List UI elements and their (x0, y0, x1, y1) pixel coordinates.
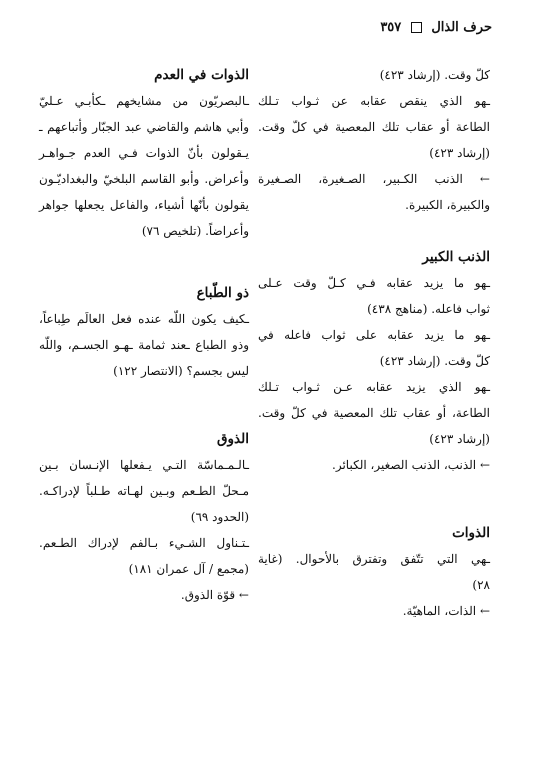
text-line: ٢٨) (472, 578, 490, 592)
text-line: وأبي هاشم والقاضي عبد الجبّار وأتباعهم ـ (39, 120, 249, 134)
text-line: ـهو ما يزيد عقابه فـي كـلّ وقت عـلى (258, 276, 490, 290)
square-ornament-icon (411, 22, 422, 33)
text-line: ليس بجسم؟ (الانتصار ١٢٢) (113, 364, 249, 378)
right-column (258, 62, 490, 624)
entry-heading: الذوق (217, 431, 249, 447)
text-line: يقولون بأنّها أشياء، والفاعل يجعلها جواهر (39, 198, 249, 212)
text-line: ـتـناول الشـيء بـالفم لإدراك الطـعم. (39, 536, 249, 550)
text-line: ـهي التي تتّفق وتفترق بالأحوال. (غاية (258, 552, 490, 566)
entry-heading: الذنب الكبير (422, 249, 490, 265)
text-line: ـالبصريّون من مشايخهم ـكأبـي عـليّ (39, 94, 249, 108)
text-line: كلّ وقت. (إرشاد ٤٢٣) (379, 354, 490, 368)
text-line: ـهو الذي يزيد عقابه عـن ثـواب تـلك (258, 380, 490, 394)
cross-reference: ← الذنب، الذنب الصغير، الكبائر. (332, 458, 490, 472)
text-line: وأعراضاً. (تلخيص ٧٦) (141, 224, 249, 238)
text-line: ـهو ما يزيد عقابه على ثواب فاعله في (258, 328, 490, 342)
entry-heading: الذوات في العدم (154, 67, 249, 83)
text-line: ـالـمـماسّة التـي يـفعلها الإنـسان بـين (39, 458, 249, 472)
cross-reference: ← الذنب الكـبير، الصـغيرة، الصـغيرة (258, 172, 490, 186)
entry-heading: الذوات (452, 525, 490, 541)
text-line: وأعراض. وأبو القاسم البلخيّ والبغداديّـون (39, 172, 249, 186)
cross-reference: ← الذات، الماهيّة. (402, 604, 490, 618)
text-line: والكبيرة، الكبيرة. (405, 198, 490, 212)
text-line: (الحدود ٦٩) (190, 510, 249, 524)
chapter-title: حرف الذال (431, 20, 492, 35)
cross-reference: ← قوّة الذوق. (180, 588, 249, 602)
text-line: وذو الطباع ـعند ثمامة ـهـو الجسـم، واللّه (39, 338, 249, 352)
text-line: (مجمع / آل عمران ١٨١) (128, 562, 249, 576)
page-number: ٣٥٧ (380, 20, 402, 35)
page-header (40, 20, 492, 42)
text-line: يـقولون بأنّ الذوات فـي العدم جـواهـر (39, 146, 249, 160)
text-line: مـحلّ الطـعم وبـين لهـاته طـلباً لإدراكـه. (39, 484, 249, 498)
text-line: كلّ وقت. (إرشاد ٤٢٣) (379, 68, 490, 82)
left-column (39, 62, 249, 608)
text-line: الطاعة أو عقاب تلك المعصية في كلّ وقت. (258, 120, 490, 134)
entry-heading: ذو الطّباع (196, 285, 249, 301)
text-line: (إرشاد ٤٢٣) (429, 432, 490, 446)
text-line: ثواب فاعله. (مناهج ٤٣٨) (367, 302, 490, 316)
text-line: الطاعة، أو عقاب تلك المعصية في كلّ وقت. (258, 406, 490, 420)
running-head (380, 20, 492, 35)
text-line: ـهو الذي ينقص عقابه عن ثـواب تـلك (258, 94, 490, 108)
text-line: ـكيف يكون اللّه عنده فعل العالَم طِباعاً، (39, 312, 249, 326)
text-line: (إرشاد ٤٢٣) (429, 146, 490, 160)
